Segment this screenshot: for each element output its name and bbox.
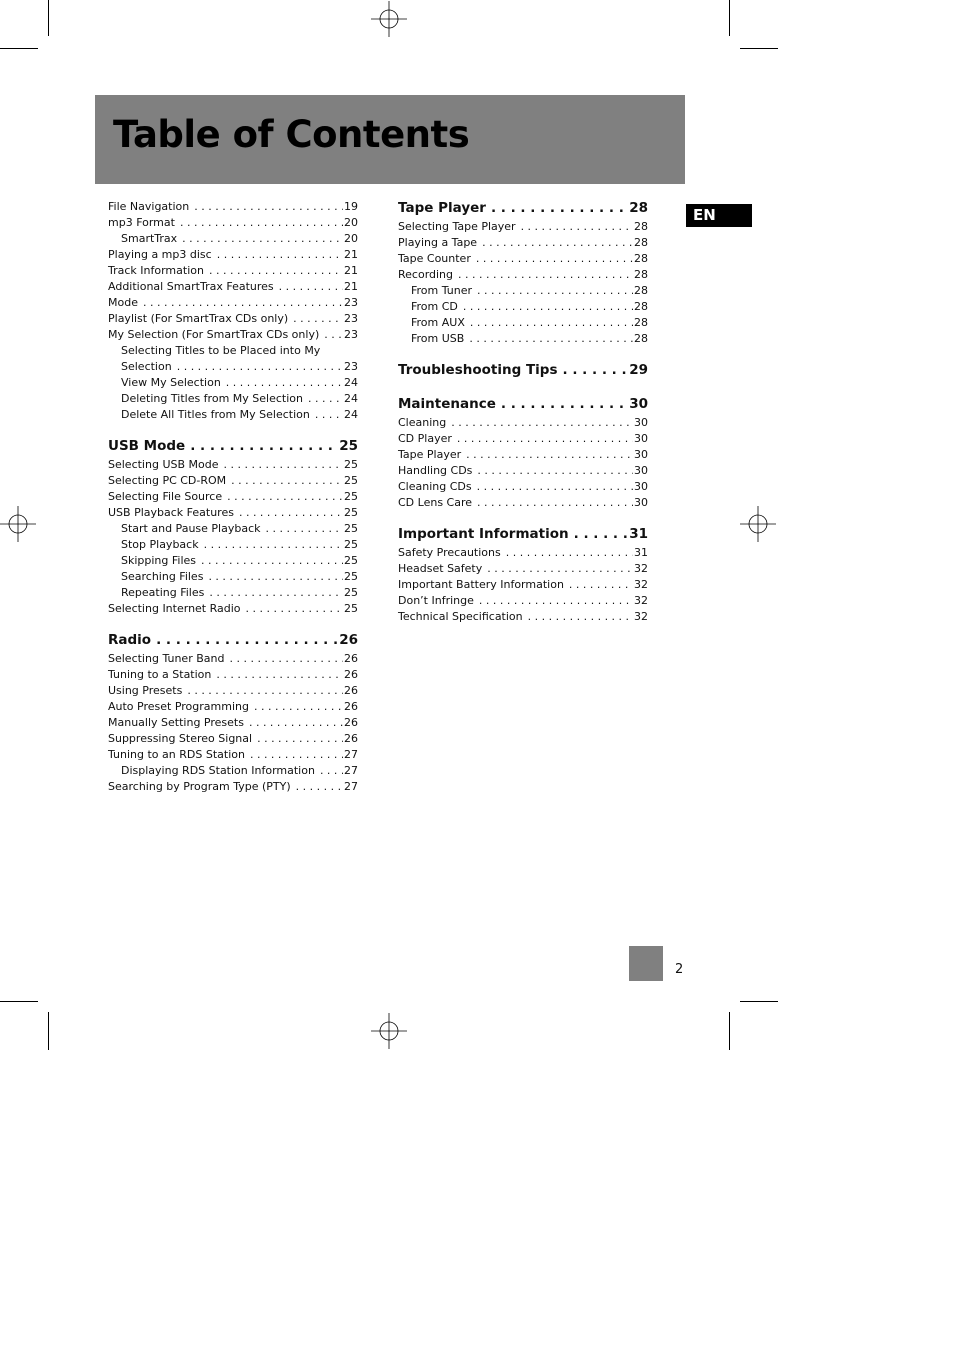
toc-entry bbox=[398, 316, 648, 332]
leader-dots bbox=[204, 538, 343, 551]
toc-entry bbox=[398, 416, 648, 432]
crop-mark bbox=[740, 48, 778, 49]
leader-dots bbox=[482, 236, 633, 249]
toc-section bbox=[108, 438, 358, 618]
toc-entry-title: Safety Precautions bbox=[398, 546, 501, 559]
leader-dots bbox=[320, 764, 343, 777]
toc-entry bbox=[398, 480, 648, 496]
toc-heading bbox=[108, 632, 358, 652]
crop-mark bbox=[740, 1001, 778, 1002]
toc-entry-title: Selecting Tape Player bbox=[398, 220, 516, 233]
leader-dots bbox=[246, 602, 343, 615]
leader-dots bbox=[254, 700, 343, 713]
toc-entry-page: 32 bbox=[634, 562, 648, 575]
toc-entry-title: My Selection (For SmartTrax CDs only) bbox=[108, 328, 320, 341]
leader-dots bbox=[501, 396, 628, 412]
registration-mark-icon bbox=[371, 1013, 407, 1049]
crop-mark bbox=[729, 0, 730, 36]
toc-entry-page: 28 bbox=[634, 236, 648, 249]
leader-dots bbox=[257, 732, 343, 745]
toc-entry-page: 30 bbox=[634, 464, 648, 477]
leader-dots bbox=[216, 668, 343, 681]
toc-entry bbox=[108, 716, 358, 732]
toc-entry-page: 28 bbox=[634, 252, 648, 265]
language-tab: EN bbox=[686, 204, 752, 227]
toc-entry-page: 19 bbox=[344, 200, 358, 213]
toc-entry-page: 21 bbox=[344, 248, 358, 261]
leader-dots bbox=[315, 408, 343, 421]
toc-entry-title: Tuning to an RDS Station bbox=[108, 748, 245, 761]
toc-entry-page: 27 bbox=[344, 780, 358, 793]
leader-dots bbox=[487, 562, 633, 575]
toc-entry bbox=[108, 200, 358, 216]
toc-entry bbox=[108, 652, 358, 668]
leader-dots bbox=[296, 780, 343, 793]
toc-entry bbox=[108, 408, 358, 424]
toc-entry bbox=[108, 538, 358, 554]
toc-entry bbox=[108, 264, 358, 280]
toc-entry-page: 20 bbox=[344, 216, 358, 229]
leader-dots bbox=[521, 220, 633, 233]
toc-entry-title: Important Battery Information bbox=[398, 578, 564, 591]
toc-section bbox=[398, 526, 648, 626]
registration-mark-icon bbox=[371, 1, 407, 37]
toc-entry bbox=[108, 490, 358, 506]
toc-entry bbox=[398, 268, 648, 284]
toc-entry-page: 25 bbox=[344, 458, 358, 471]
toc-heading bbox=[398, 362, 648, 382]
toc-entry-page: 28 bbox=[634, 332, 648, 345]
toc-entry-page: 30 bbox=[634, 448, 648, 461]
toc-entry-page: 25 bbox=[344, 506, 358, 519]
toc-entry bbox=[108, 216, 358, 232]
leader-dots bbox=[470, 316, 633, 329]
toc-entry-page: 31 bbox=[634, 546, 648, 559]
leader-dots bbox=[156, 632, 338, 648]
leader-dots bbox=[477, 496, 633, 509]
toc-entry-title: Manually Setting Presets bbox=[108, 716, 244, 729]
toc-entry-page: 25 bbox=[344, 538, 358, 551]
toc-heading bbox=[398, 526, 648, 546]
toc-section bbox=[398, 200, 648, 348]
leader-dots bbox=[239, 506, 343, 519]
toc-entry bbox=[108, 700, 358, 716]
toc-heading bbox=[398, 200, 648, 220]
toc-entry bbox=[108, 296, 358, 312]
toc-heading-page: 26 bbox=[339, 632, 358, 648]
toc-entry bbox=[398, 610, 648, 626]
toc-entry bbox=[108, 344, 358, 360]
leader-dots bbox=[458, 268, 633, 281]
toc-entry-title: Selecting USB Mode bbox=[108, 458, 219, 471]
toc-entry-title: Start and Pause Playback bbox=[121, 522, 261, 535]
toc-entry-title: Displaying RDS Station Information bbox=[121, 764, 315, 777]
leader-dots bbox=[457, 432, 633, 445]
toc-entry-title: CD Lens Care bbox=[398, 496, 473, 509]
toc-entry bbox=[398, 300, 648, 316]
toc-entry bbox=[398, 284, 648, 300]
toc-entry-title: Playing a Tape bbox=[398, 236, 478, 249]
toc-entry-title: Selecting Internet Radio bbox=[108, 602, 241, 615]
leader-dots bbox=[466, 448, 633, 461]
toc-entry-title: Recording bbox=[398, 268, 454, 281]
toc-entry bbox=[398, 448, 648, 464]
toc-entry-title: View My Selection bbox=[121, 376, 221, 389]
toc-entry-title: Handling CDs bbox=[398, 464, 473, 477]
toc-entry-title: mp3 Format bbox=[108, 216, 175, 229]
leader-dots bbox=[477, 284, 633, 297]
leader-dots bbox=[491, 200, 628, 216]
toc-heading-title: USB Mode bbox=[108, 438, 186, 454]
toc-entry bbox=[108, 570, 358, 586]
toc-heading-title: Troubleshooting Tips bbox=[398, 362, 558, 378]
leader-dots bbox=[209, 264, 343, 277]
toc-entry-title: Cleaning CDs bbox=[398, 480, 472, 493]
toc-section bbox=[108, 200, 358, 424]
toc-entry-page: 26 bbox=[344, 732, 358, 745]
toc-entry bbox=[108, 748, 358, 764]
leader-dots bbox=[506, 546, 633, 559]
crop-mark bbox=[0, 1001, 38, 1002]
toc-entry-title: Repeating Files bbox=[121, 586, 205, 599]
toc-entry-page: 28 bbox=[634, 316, 648, 329]
toc-entry bbox=[108, 554, 358, 570]
leader-dots bbox=[279, 280, 343, 293]
toc-entry bbox=[108, 684, 358, 700]
toc-entry bbox=[108, 764, 358, 780]
toc-entry-page: 24 bbox=[344, 376, 358, 389]
toc-entry-page: 30 bbox=[634, 432, 648, 445]
toc-entry bbox=[108, 732, 358, 748]
toc-entry-page: 30 bbox=[634, 416, 648, 429]
leader-dots bbox=[182, 232, 343, 245]
toc-entry-title: Auto Preset Programming bbox=[108, 700, 249, 713]
toc-heading-title: Tape Player bbox=[398, 200, 486, 216]
toc-entry-title: Selecting Tuner Band bbox=[108, 652, 225, 665]
toc-entry-page: 26 bbox=[344, 716, 358, 729]
header-band bbox=[95, 95, 685, 184]
leader-dots bbox=[190, 438, 338, 454]
toc-entry-title: USB Playback Features bbox=[108, 506, 234, 519]
leader-dots bbox=[224, 458, 344, 471]
toc-entry bbox=[398, 220, 648, 236]
toc-entry-page: 26 bbox=[344, 700, 358, 713]
toc-entry-page: 30 bbox=[634, 480, 648, 493]
leader-dots bbox=[266, 522, 344, 535]
toc-entry-title: Playing a mp3 disc bbox=[108, 248, 212, 261]
toc-entry-page: 23 bbox=[344, 360, 358, 373]
toc-entry-title: Delete All Titles from My Selection bbox=[121, 408, 310, 421]
toc-entry-page: 25 bbox=[344, 490, 358, 503]
leader-dots bbox=[180, 216, 343, 229]
toc-heading bbox=[398, 396, 648, 416]
toc-entry-title: Tape Counter bbox=[398, 252, 471, 265]
toc-entry-page: 27 bbox=[344, 764, 358, 777]
toc-entry bbox=[108, 586, 358, 602]
toc-entry-title: Tuning to a Station bbox=[108, 668, 212, 681]
toc-entry bbox=[108, 280, 358, 296]
toc-section bbox=[108, 632, 358, 796]
toc-entry bbox=[108, 248, 358, 264]
toc-entry-title: Don’t Infringe bbox=[398, 594, 474, 607]
toc-entry-page: 32 bbox=[634, 578, 648, 591]
leader-dots bbox=[201, 554, 343, 567]
toc-entry-title: Playlist (For SmartTrax CDs only) bbox=[108, 312, 289, 325]
leader-dots bbox=[463, 300, 633, 313]
toc-entry-title: Using Presets bbox=[108, 684, 183, 697]
leader-dots bbox=[563, 362, 629, 378]
toc-entry-page: 25 bbox=[344, 570, 358, 583]
toc-entry-title: Suppressing Stereo Signal bbox=[108, 732, 253, 745]
toc-section bbox=[398, 396, 648, 512]
leader-dots bbox=[209, 586, 343, 599]
toc-section bbox=[398, 362, 648, 382]
toc-entry-page: 26 bbox=[344, 668, 358, 681]
leader-dots bbox=[469, 332, 633, 345]
leader-dots bbox=[476, 252, 633, 265]
toc-entry bbox=[108, 522, 358, 538]
toc-heading-page: 28 bbox=[629, 200, 648, 216]
toc-entry-page: 23 bbox=[344, 328, 358, 341]
leader-dots bbox=[217, 248, 343, 261]
crop-mark bbox=[48, 0, 49, 36]
toc-entry bbox=[398, 578, 648, 594]
toc-entry-page: 32 bbox=[634, 594, 648, 607]
leader-dots bbox=[187, 684, 343, 697]
toc-entry bbox=[398, 594, 648, 610]
toc-entry-page: 24 bbox=[344, 408, 358, 421]
toc-entry bbox=[398, 546, 648, 562]
leader-dots bbox=[231, 474, 343, 487]
leader-dots bbox=[324, 328, 343, 341]
toc-entry bbox=[398, 332, 648, 348]
leader-dots bbox=[249, 716, 343, 729]
toc-entry-page: 25 bbox=[344, 602, 358, 615]
page-number: 2 bbox=[675, 962, 684, 977]
toc-entry bbox=[108, 780, 358, 796]
toc-entry-title: Stop Playback bbox=[121, 538, 199, 551]
toc-entry-page: 28 bbox=[634, 284, 648, 297]
leader-dots bbox=[477, 480, 633, 493]
toc-entry bbox=[398, 496, 648, 512]
toc-entry bbox=[108, 360, 358, 376]
leader-dots bbox=[194, 200, 343, 213]
toc-entry-title: File Navigation bbox=[108, 200, 190, 213]
toc-entry-title: Deleting Titles from My Selection bbox=[121, 392, 303, 405]
leader-dots bbox=[569, 578, 633, 591]
toc-entry-page: 20 bbox=[344, 232, 358, 245]
toc-entry-page: 23 bbox=[344, 312, 358, 325]
toc-entry-page: 25 bbox=[344, 586, 358, 599]
leader-dots bbox=[226, 376, 343, 389]
toc-heading-page: 25 bbox=[339, 438, 358, 454]
toc-heading bbox=[108, 438, 358, 458]
leader-dots bbox=[143, 296, 343, 309]
page-number-block bbox=[629, 946, 663, 981]
crop-mark bbox=[0, 48, 38, 49]
toc-entry-title: Skipping Files bbox=[121, 554, 197, 567]
toc-entry bbox=[108, 232, 358, 248]
toc-column-left bbox=[108, 200, 358, 796]
toc-entry-page: 25 bbox=[344, 554, 358, 567]
toc-entry-title: From Tuner bbox=[411, 284, 473, 297]
toc-heading-title: Maintenance bbox=[398, 396, 496, 412]
leader-dots bbox=[227, 490, 343, 503]
registration-mark-icon bbox=[740, 506, 776, 542]
toc-heading-page: 30 bbox=[629, 396, 648, 412]
toc-entry-page: 28 bbox=[634, 268, 648, 281]
toc-entry-page: 30 bbox=[634, 496, 648, 509]
toc-entry-title: From USB bbox=[411, 332, 465, 345]
toc-entry-page: 26 bbox=[344, 684, 358, 697]
toc-entry-title: From AUX bbox=[411, 316, 465, 329]
toc-entry-page: 26 bbox=[344, 652, 358, 665]
toc-entry-page: 21 bbox=[344, 264, 358, 277]
toc-entry-title: Selecting PC CD-ROM bbox=[108, 474, 227, 487]
toc-entry-title: Track Information bbox=[108, 264, 204, 277]
leader-dots bbox=[293, 312, 343, 325]
toc-entry bbox=[108, 602, 358, 618]
toc-heading-page: 31 bbox=[629, 526, 648, 542]
toc-entry bbox=[108, 668, 358, 684]
toc-entry-title: Searching by Program Type (PTY) bbox=[108, 780, 291, 793]
toc-entry bbox=[108, 312, 358, 328]
toc-column-right bbox=[398, 200, 648, 626]
registration-mark-icon bbox=[0, 506, 36, 542]
page-title: Table of Contents bbox=[113, 113, 470, 156]
leader-dots bbox=[208, 570, 343, 583]
toc-entry-title: Cleaning bbox=[398, 416, 447, 429]
toc-entry-title: Tape Player bbox=[398, 448, 462, 461]
toc-heading-title: Important Information bbox=[398, 526, 569, 542]
toc-entry bbox=[108, 474, 358, 490]
toc-entry-title: Searching Files bbox=[121, 570, 204, 583]
crop-mark bbox=[48, 1012, 49, 1050]
leader-dots bbox=[308, 392, 343, 405]
toc-entry-page: 28 bbox=[634, 220, 648, 233]
leader-dots bbox=[177, 360, 343, 373]
toc-entry-page: 21 bbox=[344, 280, 358, 293]
toc-entry-title: From CD bbox=[411, 300, 458, 313]
toc-heading-page: 29 bbox=[629, 362, 648, 378]
toc-entry-page: 25 bbox=[344, 474, 358, 487]
toc-entry bbox=[398, 562, 648, 578]
toc-entry-page: 25 bbox=[344, 522, 358, 535]
leader-dots bbox=[250, 748, 343, 761]
toc-entry bbox=[398, 252, 648, 268]
toc-entry-page: 32 bbox=[634, 610, 648, 623]
toc-entry bbox=[108, 376, 358, 392]
toc-entry bbox=[398, 236, 648, 252]
toc-entry bbox=[108, 458, 358, 474]
leader-dots bbox=[574, 526, 629, 542]
toc-entry-page: 24 bbox=[344, 392, 358, 405]
toc-entry-title: Technical Specification bbox=[398, 610, 523, 623]
leader-dots bbox=[528, 610, 633, 623]
leader-dots bbox=[451, 416, 633, 429]
leader-dots bbox=[477, 464, 633, 477]
toc-entry-title: Selection bbox=[121, 360, 172, 373]
toc-entry-title: CD Player bbox=[398, 432, 452, 445]
toc-entry bbox=[108, 506, 358, 522]
toc-entry-title: Selecting File Source bbox=[108, 490, 223, 503]
toc-entry-title: Additional SmartTrax Features bbox=[108, 280, 274, 293]
toc-entry-page: 28 bbox=[634, 300, 648, 313]
toc-entry-title: Mode bbox=[108, 296, 138, 309]
toc-entry bbox=[398, 432, 648, 448]
toc-entry-page: 27 bbox=[344, 748, 358, 761]
leader-dots bbox=[229, 652, 343, 665]
crop-mark bbox=[729, 1012, 730, 1050]
toc-entry-title: SmartTrax bbox=[121, 232, 178, 245]
toc-entry bbox=[108, 392, 358, 408]
toc-entry bbox=[398, 464, 648, 480]
toc-entry-title: Headset Safety bbox=[398, 562, 483, 575]
toc-entry-page: 23 bbox=[344, 296, 358, 309]
toc-entry-title: Selecting Titles to be Placed into My bbox=[121, 344, 321, 357]
leader-dots bbox=[479, 594, 633, 607]
toc-entry bbox=[108, 328, 358, 344]
toc-heading-title: Radio bbox=[108, 632, 152, 648]
